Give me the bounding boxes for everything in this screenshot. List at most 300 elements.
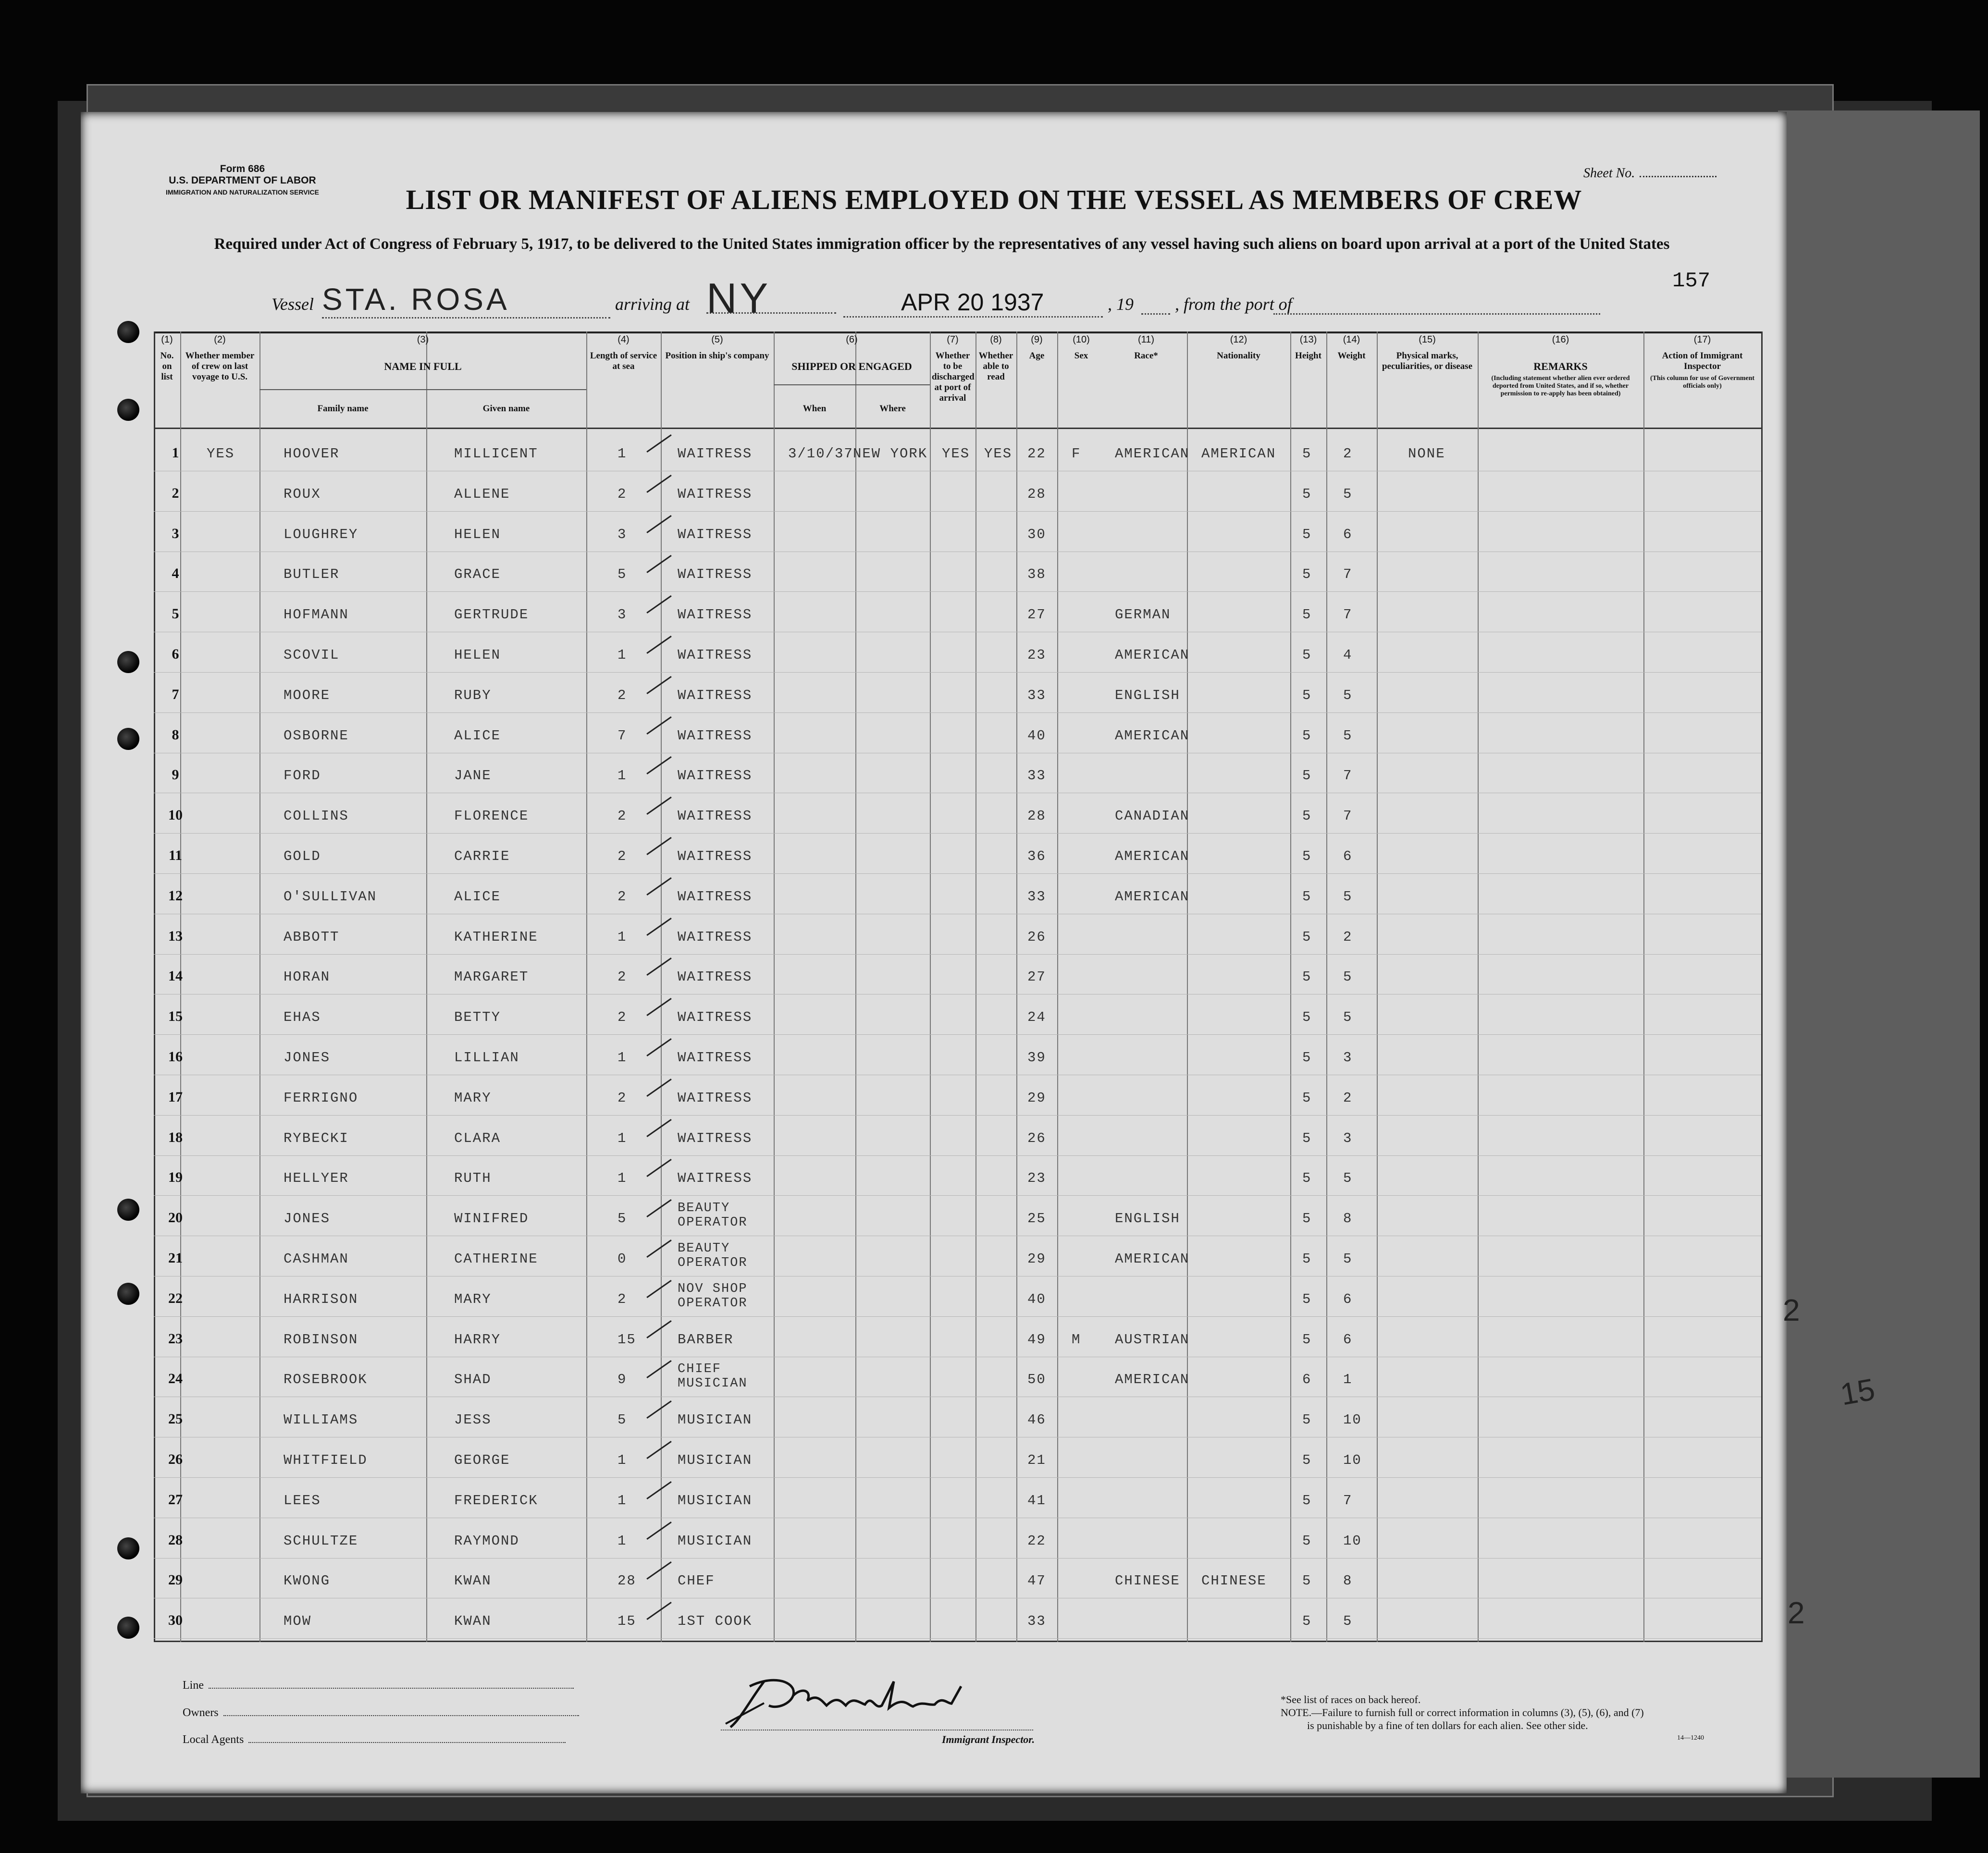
cell-height: 5 (1302, 1170, 1312, 1187)
binder-hole (117, 1537, 139, 1559)
cell-age: 33 (1027, 1613, 1046, 1630)
cell-family: ROSEBROOK (284, 1372, 368, 1388)
table-row (154, 1157, 1761, 1196)
table-row (154, 835, 1761, 874)
cell-given: RUTH (454, 1170, 492, 1187)
check-mark (646, 1079, 672, 1097)
cell-position: WAITRESS (678, 687, 753, 703)
cell-family: HOOVER (284, 446, 340, 462)
cell-service: 9 (617, 1372, 627, 1388)
cell-given: GEORGE (454, 1452, 510, 1468)
binder-hole (117, 399, 139, 421)
cell-height: 5 (1302, 727, 1312, 744)
inspector-signature (721, 1667, 990, 1734)
cell-given: CLARA (454, 1130, 501, 1146)
check-mark (646, 1280, 672, 1298)
cell-age: 28 (1027, 486, 1046, 502)
cell-weight: 3 (1343, 1130, 1353, 1146)
cell-family: HORAN (284, 969, 331, 985)
date-stamp: APR 20 1937 (901, 289, 1044, 316)
cell-weight: 10 (1343, 1412, 1362, 1428)
table-top-rule (154, 331, 1761, 333)
cell-service: 28 (617, 1573, 636, 1589)
row-number: 12 (168, 887, 183, 904)
column-number: (2) (214, 334, 226, 345)
cell-given: RUBY (454, 687, 492, 703)
cell-height: 5 (1302, 768, 1312, 784)
table-row (154, 1278, 1761, 1317)
cell-age: 29 (1027, 1251, 1046, 1267)
column-header: Weight (1337, 351, 1366, 361)
cell-position-line2: OPERATOR (678, 1256, 748, 1270)
cell-race: GERMAN (1115, 607, 1171, 623)
owners-label: Owners (183, 1706, 219, 1719)
cell-family: SCHULTZE (284, 1533, 358, 1549)
cell-given: MARY (454, 1291, 492, 1307)
cell-age: 41 (1027, 1492, 1046, 1509)
cell-age: 24 (1027, 1009, 1046, 1026)
cell-where: NEW YORK (853, 446, 928, 462)
cell-height: 5 (1302, 1613, 1312, 1630)
column-subheader: (This column for use of Government officials only) (1650, 375, 1755, 390)
row-number: 25 (168, 1411, 183, 1427)
cell-position: WAITRESS (678, 1090, 753, 1106)
cell-position: MUSICIAN (678, 1492, 753, 1509)
cell-position: WAITRESS (678, 1130, 753, 1146)
row-number: 8 (172, 726, 179, 743)
cell-family: JONES (284, 1211, 331, 1227)
row-number: 10 (168, 807, 183, 823)
table-row (154, 714, 1761, 753)
row-number: 13 (168, 928, 183, 944)
cell-weight: 7 (1343, 808, 1353, 824)
page-subtitle: Required under Act of Congress of February 5, 1917, to be delivered to the United States immigration officer by the representatives of any vessel having such aliens on board upon arrival at a port of the United States (214, 235, 1670, 253)
check-mark (646, 837, 672, 855)
cell-weight: 8 (1343, 1211, 1353, 1227)
row-number: 4 (172, 565, 179, 582)
form-number: Form 686 (220, 163, 265, 174)
column-number: (17) (1693, 334, 1711, 345)
cell-given: CARRIE (454, 848, 510, 864)
cell-service: 15 (617, 1331, 636, 1348)
cell-sex: F (1072, 446, 1081, 462)
cell-service: 1 (617, 1492, 627, 1509)
cell-age: 49 (1027, 1331, 1046, 1348)
cell-service: 1 (617, 768, 627, 784)
row-number: 17 (168, 1089, 183, 1105)
cell-weight: 10 (1343, 1452, 1362, 1468)
cell-height: 5 (1302, 687, 1312, 703)
cell-family: JONES (284, 1050, 331, 1066)
binder-hole (117, 1617, 139, 1639)
row-number: 5 (172, 606, 179, 622)
cell-height: 5 (1302, 888, 1312, 905)
cell-age: 33 (1027, 888, 1046, 905)
cell-service: 1 (617, 446, 627, 462)
cell-position: WAITRESS (678, 1009, 753, 1026)
check-mark (646, 1481, 672, 1499)
cell-age: 23 (1027, 1170, 1046, 1187)
margin-mark: 15 (1838, 1372, 1877, 1412)
row-number: 3 (172, 525, 179, 541)
column-number: (6) (846, 334, 858, 345)
row-number: 22 (168, 1290, 183, 1306)
cell-height: 5 (1302, 969, 1312, 985)
cell-age: 29 (1027, 1090, 1046, 1106)
year-label: , 19 (1108, 295, 1134, 314)
cell-age: 36 (1027, 848, 1046, 864)
column-number: (15) (1419, 334, 1436, 345)
row-number: 7 (172, 686, 179, 702)
cell-marks: NONE (1408, 446, 1445, 462)
printer-code: 14—1240 (1677, 1734, 1704, 1742)
arriving-label: arriving at (615, 295, 690, 314)
cell-age: 27 (1027, 969, 1046, 985)
cell-given: FLORENCE (454, 808, 529, 824)
cell-read: YES (984, 446, 1013, 462)
cell-weight: 5 (1343, 486, 1353, 502)
cell-position: WAITRESS (678, 969, 753, 985)
cell-position: CHIEF (678, 1362, 722, 1377)
column-header: SHIPPED OR ENGAGED (791, 360, 912, 372)
cell-weight: 2 (1343, 1090, 1353, 1106)
cell-position: MUSICIAN (678, 1412, 753, 1428)
check-mark (646, 797, 672, 815)
cell-family: HARRISON (284, 1291, 358, 1307)
margin-mark: 2 (1788, 1595, 1805, 1630)
cell-position: MUSICIAN (678, 1533, 753, 1549)
cell-family: RYBECKI (284, 1130, 349, 1146)
cell-weight: 8 (1343, 1573, 1353, 1589)
cell-weight: 6 (1343, 1331, 1353, 1348)
row-number: 29 (168, 1572, 183, 1588)
cell-height: 5 (1302, 647, 1312, 663)
column-header: Whether to be discharged at port of arrival (932, 351, 975, 403)
check-mark (646, 1199, 672, 1217)
cell-height: 5 (1302, 1412, 1312, 1428)
row-number: 6 (172, 646, 179, 662)
check-mark (646, 716, 672, 735)
cell-given: FREDERICK (454, 1492, 538, 1509)
table-row (154, 996, 1761, 1035)
cell-service: 1 (617, 1130, 627, 1146)
cell-weight: 6 (1343, 526, 1353, 542)
cell-given: LILLIAN (454, 1050, 519, 1066)
check-mark (646, 1159, 672, 1177)
check-mark (646, 1239, 672, 1258)
cell-height: 5 (1302, 1492, 1312, 1509)
check-mark (646, 555, 672, 573)
row-number: 18 (168, 1129, 183, 1145)
group-header-rule (774, 384, 930, 385)
cell-given: HELEN (454, 647, 501, 663)
cell-position: WAITRESS (678, 929, 753, 945)
cell-family: EHAS (284, 1009, 321, 1026)
cell-given: GERTRUDE (454, 607, 529, 623)
cell-family: FORD (284, 768, 321, 784)
cell-position: CHEF (678, 1573, 715, 1589)
cell-race: AUSTRIAN (1115, 1331, 1190, 1348)
cell-family: WHITFIELD (284, 1452, 368, 1468)
penalty-note-cont: is punishable by a fine of ten dollars for each alien. See other side. (1307, 1719, 1588, 1731)
column-header: Race* (1134, 351, 1158, 361)
check-mark (646, 1561, 672, 1580)
table-row (154, 1117, 1761, 1156)
cell-age: 38 (1027, 566, 1046, 583)
sheet-number-label: Sheet No. (1583, 166, 1635, 181)
from-port-field (1273, 294, 1600, 315)
table-row (154, 1358, 1761, 1397)
cell-family: MOW (284, 1613, 312, 1630)
cell-service: 2 (617, 1009, 627, 1026)
cell-family: HOFMANN (284, 607, 349, 623)
column-subheader: (Including statement whether alien ever ordered deported from United States, and if so, whether permission to re-apply has been obtained) (1491, 375, 1630, 397)
cell-service: 15 (617, 1613, 636, 1630)
header-rule (154, 428, 1761, 429)
cell-age: 33 (1027, 768, 1046, 784)
check-mark (646, 595, 672, 614)
cell-position: MUSICIAN (678, 1452, 753, 1468)
row-number: 27 (168, 1491, 183, 1508)
table-row (154, 1559, 1761, 1598)
cell-family: MOORE (284, 687, 331, 703)
cell-height: 5 (1302, 1331, 1312, 1348)
cell-service: 1 (617, 647, 627, 663)
cell-weight: 5 (1343, 888, 1353, 905)
cell-family: LEES (284, 1492, 321, 1509)
cell-race: AMERICAN (1115, 1372, 1190, 1388)
cell-age: 46 (1027, 1412, 1046, 1428)
cell-family: WILLIAMS (284, 1412, 358, 1428)
table-bottom-rule (154, 1641, 1761, 1642)
row-number: 30 (168, 1612, 183, 1629)
cell-when: 3/10/37 (788, 446, 853, 462)
cell-given: JANE (454, 768, 492, 784)
cell-family: KWONG (284, 1573, 331, 1589)
binder-hole (117, 651, 139, 673)
cell-weight: 5 (1343, 687, 1353, 703)
table-row (154, 432, 1761, 471)
cell-weight: 1 (1343, 1372, 1353, 1388)
cell-family: ABBOTT (284, 929, 340, 945)
row-number: 2 (172, 485, 179, 501)
binder-hole (117, 321, 139, 343)
check-mark (646, 1602, 672, 1620)
cell-weight: 2 (1343, 929, 1353, 945)
check-mark (646, 676, 672, 694)
cell-position: WAITRESS (678, 1050, 753, 1066)
table-row (154, 754, 1761, 793)
sheet-number-field (1583, 166, 1716, 181)
column-number: (13) (1299, 334, 1317, 345)
page-title: LIST OR MANIFEST OF ALIENS EMPLOYED ON THE VESSEL AS MEMBERS OF CREW (406, 184, 1582, 215)
cell-family: COLLINS (284, 808, 349, 824)
cell-age: 22 (1027, 1533, 1046, 1549)
column-number: (10) (1073, 334, 1090, 345)
cell-age: 27 (1027, 607, 1046, 623)
column-subheader: Where (879, 404, 906, 414)
column-rule (1761, 331, 1763, 1642)
cell-height: 5 (1302, 566, 1312, 583)
column-header: NAME IN FULL (384, 360, 462, 372)
cell-weight: 7 (1343, 607, 1353, 623)
cell-given: RAYMOND (454, 1533, 519, 1549)
cell-weight: 2 (1343, 446, 1353, 462)
cell-race: CANADIAN (1115, 808, 1190, 824)
cell-race: AMERICAN (1115, 888, 1190, 905)
cell-race: AMERICAN (1115, 848, 1190, 864)
line-label: Line (183, 1679, 204, 1692)
column-number: (5) (711, 334, 723, 345)
column-header: Nationality (1217, 351, 1260, 361)
cell-prev: YES (207, 446, 235, 462)
cell-age: 28 (1027, 808, 1046, 824)
group-header-rule (259, 389, 586, 390)
cell-family: FERRIGNO (284, 1090, 358, 1106)
cell-position: BEAUTY (678, 1241, 730, 1256)
cell-family: ROBINSON (284, 1331, 358, 1348)
check-mark (646, 918, 672, 936)
from-port-label: , from the port of (1175, 295, 1292, 314)
cell-service: 7 (617, 727, 627, 744)
cell-nationality: AMERICAN (1201, 446, 1276, 462)
cell-height: 5 (1302, 1050, 1312, 1066)
cell-service: 2 (617, 1291, 627, 1307)
adjacent-page (1778, 110, 1980, 1778)
cell-given: BETTY (454, 1009, 501, 1026)
column-header: Whether member of crew on last voyage to U.S. (185, 351, 255, 382)
vessel-name: STA. ROSA (322, 282, 510, 317)
vessel-name-field (322, 282, 610, 319)
column-number: (11) (1137, 334, 1155, 345)
table-row (154, 634, 1761, 673)
column-number: (12) (1230, 334, 1247, 345)
column-number: (14) (1343, 334, 1360, 345)
cell-position-line2: OPERATOR (678, 1296, 748, 1311)
cell-service: 2 (617, 486, 627, 502)
cell-given: GRACE (454, 566, 501, 583)
cell-age: 21 (1027, 1452, 1046, 1468)
check-mark (646, 998, 672, 1016)
cell-service: 2 (617, 808, 627, 824)
cell-nationality: CHINESE (1201, 1573, 1267, 1589)
cell-service: 1 (617, 1452, 627, 1468)
cell-weight: 5 (1343, 969, 1353, 985)
table-row (154, 916, 1761, 955)
cell-age: 30 (1027, 526, 1046, 542)
cell-given: ALICE (454, 727, 501, 744)
cell-service: 5 (617, 566, 627, 583)
cell-discharged: YES (942, 446, 970, 462)
cell-race: AMERICAN (1115, 446, 1190, 462)
cell-height: 5 (1302, 486, 1312, 502)
cell-race: AMERICAN (1115, 647, 1190, 663)
cell-service: 0 (617, 1251, 627, 1267)
cell-age: 47 (1027, 1573, 1046, 1589)
cell-given: HARRY (454, 1331, 501, 1348)
cell-weight: 6 (1343, 848, 1353, 864)
check-mark (646, 957, 672, 976)
cell-position: WAITRESS (678, 808, 753, 824)
cell-service: 1 (617, 1050, 627, 1066)
cell-age: 40 (1027, 727, 1046, 744)
column-header: No. on list (160, 351, 174, 382)
binder-hole (117, 1283, 139, 1305)
cell-service: 1 (617, 1533, 627, 1549)
binder-hole (117, 728, 139, 750)
column-header: Whether able to read (978, 351, 1013, 382)
cell-race: ENGLISH (1115, 1211, 1180, 1227)
row-number: 20 (168, 1210, 183, 1226)
table-row (154, 1439, 1761, 1478)
inspector-label: Immigrant Inspector. (942, 1733, 1035, 1745)
cell-height: 5 (1302, 446, 1312, 462)
column-header: Length of service at sea (590, 351, 657, 371)
cell-position: WAITRESS (678, 526, 753, 542)
cell-age: 50 (1027, 1372, 1046, 1388)
cell-height: 5 (1302, 1533, 1312, 1549)
cell-weight: 5 (1343, 1170, 1353, 1187)
check-mark (646, 756, 672, 774)
cell-given: JESS (454, 1412, 492, 1428)
cell-weight: 3 (1343, 1050, 1353, 1066)
local-agents-label: Local Agents (183, 1733, 244, 1746)
cell-position: WAITRESS (678, 888, 753, 905)
cell-family: ROUX (284, 486, 321, 502)
arriving-port: NY (706, 274, 771, 322)
table-row (154, 513, 1761, 552)
cell-position: NOV SHOP (678, 1281, 748, 1296)
cell-age: 40 (1027, 1291, 1046, 1307)
cell-family: OSBORNE (284, 727, 349, 744)
cell-given: MARY (454, 1090, 492, 1106)
column-number: (8) (990, 334, 1002, 345)
cell-weight: 7 (1343, 768, 1353, 784)
cell-given: SHAD (454, 1372, 492, 1388)
cell-height: 5 (1302, 526, 1312, 542)
cell-given: CATHERINE (454, 1251, 538, 1267)
check-mark (646, 1320, 672, 1338)
row-number: 19 (168, 1169, 183, 1186)
row-number: 23 (168, 1330, 183, 1347)
column-header: Sex (1074, 351, 1088, 361)
cell-weight: 5 (1343, 1251, 1353, 1267)
check-mark (646, 1522, 672, 1540)
date-field (843, 288, 1103, 318)
cell-race: AMERICAN (1115, 1251, 1190, 1267)
cell-service: 3 (617, 526, 627, 542)
table-row (154, 1600, 1761, 1639)
cell-service: 1 (617, 929, 627, 945)
check-mark (646, 636, 672, 654)
check-mark (646, 1360, 672, 1378)
cell-family: SCOVIL (284, 647, 340, 663)
stamp-number: 157 (1672, 269, 1711, 293)
column-number: (9) (1031, 334, 1043, 345)
row-number: 26 (168, 1451, 183, 1467)
cell-service: 5 (617, 1412, 627, 1428)
cell-age: 25 (1027, 1211, 1046, 1227)
cell-given: ALLENE (454, 486, 510, 502)
cell-height: 5 (1302, 848, 1312, 864)
check-mark (646, 1400, 672, 1419)
column-header: REMARKS (1533, 360, 1588, 372)
cell-position: WAITRESS (678, 607, 753, 623)
cell-position: WAITRESS (678, 566, 753, 583)
cell-service: 3 (617, 607, 627, 623)
column-subheader: When (803, 404, 827, 414)
cell-height: 5 (1302, 1291, 1312, 1307)
